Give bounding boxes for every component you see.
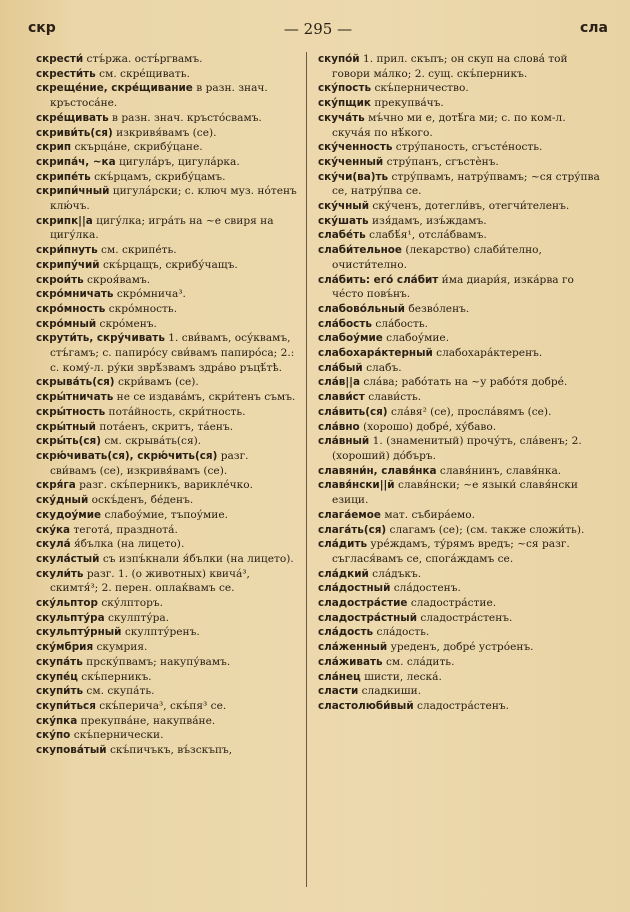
translation: я́бълка (на лицето). xyxy=(73,538,185,551)
dictionary-entry xyxy=(318,243,604,272)
translation: цигу́лка; игра́ть на ~е свиря на цигу́лка. xyxy=(50,214,274,242)
translation: сладостра́стенъ. xyxy=(420,611,513,624)
translation: скъ́пичъкъ, въ́зскъпъ, xyxy=(109,744,233,757)
translation: изкривя́вамъ (се). xyxy=(116,126,217,139)
translation: скри́вамъ (се). xyxy=(117,376,199,389)
translation: (лекарство) слаби́телно, очисти́телно. xyxy=(332,244,542,271)
dictionary-entry xyxy=(318,611,604,626)
headword: скудоу́мие xyxy=(36,508,102,521)
page-header xyxy=(28,20,608,42)
dictionary-entry xyxy=(318,155,604,170)
translation: ску́ченъ, дотегли́въ, отегчи́теленъ. xyxy=(372,200,570,213)
translation: в разн. знач. кръсто́свамъ. xyxy=(112,111,262,124)
translation: скъ́рцамъ, скрибу́цамъ. xyxy=(94,170,226,183)
translation: слабоу́мие, тъпоу́мие. xyxy=(104,508,228,521)
headword: скро́мничать xyxy=(36,288,114,301)
headword: сла́бить: его́ сла́бит xyxy=(318,273,439,286)
headword: сла́вно xyxy=(318,420,360,433)
translation: слабохара́ктеренъ. xyxy=(436,347,543,360)
dictionary-entry xyxy=(36,478,298,493)
translation: скърца́не, скрибу́цане. xyxy=(74,141,203,154)
headword: сла́вить(ся) xyxy=(318,405,388,418)
headword: скри́пнуть xyxy=(36,244,98,257)
dictionary-entry xyxy=(36,287,298,302)
headword: скупова́тый xyxy=(36,744,107,757)
dictionary-entry xyxy=(318,464,604,479)
headword: слабово́льный xyxy=(318,302,405,315)
translation: см. скрипе́ть. xyxy=(101,244,177,257)
dictionary-entry xyxy=(36,625,298,640)
dictionary-entry xyxy=(318,390,604,405)
dictionary-entry xyxy=(318,434,604,463)
headword: ску́пка xyxy=(36,714,78,727)
headword: ску́мбрия xyxy=(36,641,94,654)
headword: слабоу́мие xyxy=(318,332,383,345)
headword: скули́ть xyxy=(36,567,84,580)
dictionary-entry xyxy=(36,670,298,685)
headword: скрипу́чий xyxy=(36,258,100,271)
dictionary-entry xyxy=(36,728,298,743)
dictionary-entry xyxy=(36,699,298,714)
headword: скульпту́ра xyxy=(36,611,105,624)
translation: скъ́рцащъ, скрибу́чащъ. xyxy=(102,258,238,271)
translation: 1. прил. скъпъ; он скуп на слова́ той говори ма́лко; 2. сущ. скъ́перникъ. xyxy=(332,53,568,80)
headword: скрипи́чный xyxy=(36,185,110,198)
headword: скрути́ть, скру́чивать xyxy=(36,332,165,345)
dictionary-entry xyxy=(36,420,298,435)
headword: скупи́ться xyxy=(36,699,96,712)
headword: сла́бый xyxy=(318,361,363,374)
translation: скро́мнича³. xyxy=(116,288,186,301)
translation: сла́вя² (се), просла́вямъ (се). xyxy=(390,405,552,418)
translation: ску́лпторъ. xyxy=(101,597,164,610)
dictionary-entry xyxy=(36,258,298,273)
translation: безво́ленъ. xyxy=(408,302,470,315)
translation: слабъ. xyxy=(366,361,402,374)
dictionary-entry xyxy=(318,96,604,111)
headword: скрю́чивать(ся), скрю́чить(ся) xyxy=(36,449,218,462)
header-right-guideword: сла xyxy=(580,20,608,36)
dictionary-entry xyxy=(318,375,604,390)
dictionary-entry xyxy=(36,434,298,449)
dictionary-entry xyxy=(36,170,298,185)
dictionary-entry xyxy=(318,361,604,376)
dictionary-entry xyxy=(318,567,604,582)
dictionary-entry xyxy=(318,228,604,243)
translation: сла́бость. xyxy=(375,317,428,330)
headword: скрыва́ть(ся) xyxy=(36,376,115,389)
translation: см. скупа́ть. xyxy=(86,685,155,698)
headword: сла́дить xyxy=(318,538,368,551)
translation: уре́ждамъ, ту́рямъ вредъ; ~ся разг. съглася́вамъ се, спога́ждамъ се. xyxy=(332,538,570,565)
dictionary-entry xyxy=(318,331,604,346)
dictionary-entry xyxy=(318,317,604,332)
headword: скры́тничать xyxy=(36,391,114,404)
headword: скрипа́ч, ~ка xyxy=(36,155,116,168)
dictionary-entry xyxy=(318,625,604,640)
headword: скрип xyxy=(36,141,72,154)
dictionary-entry xyxy=(36,317,298,332)
headword: ску́дный xyxy=(36,494,89,507)
dictionary-entry xyxy=(318,596,604,611)
dictionary-entry xyxy=(36,52,298,67)
column-divider xyxy=(306,52,307,887)
translation: сла́дость. xyxy=(376,626,430,639)
dictionary-entry xyxy=(318,508,604,523)
dictionary-entry xyxy=(318,111,604,140)
headword: ску́чи(ва)ть xyxy=(318,170,389,183)
headword: скрипе́ть xyxy=(36,170,91,183)
headword: скры́тность xyxy=(36,405,106,418)
translation: см. скрыва́ть(ся). xyxy=(104,435,202,448)
dictionary-entry xyxy=(36,640,298,655)
translation: скъ́пернически. xyxy=(73,729,164,742)
headword: ску́чный xyxy=(318,200,369,213)
translation: 1. (знаменитый) прочу́тъ, сла́венъ; 2. (хороший) до́бъръ. xyxy=(332,435,582,462)
translation: скулпту́ра. xyxy=(107,611,170,624)
dictionary-entry xyxy=(36,184,298,213)
dictionary-entry xyxy=(36,655,298,670)
translation: уреденъ, добре́ устро́енъ. xyxy=(390,641,534,654)
dictionary-entry xyxy=(318,670,604,685)
dictionary-entry xyxy=(36,67,298,82)
headword: скупи́ть xyxy=(36,685,84,698)
dictionary-entry xyxy=(36,523,298,538)
translation: скулпту́ренъ. xyxy=(124,626,200,639)
headword: скро́мный xyxy=(36,317,97,330)
dictionary-entry xyxy=(318,140,604,155)
dictionary-entry xyxy=(36,743,298,758)
translation: стъ́ржа. остъ́ргвамъ. xyxy=(86,53,203,65)
dictionary-entry xyxy=(318,214,604,229)
dictionary-entry xyxy=(36,390,298,405)
dictionary-entry xyxy=(36,243,298,258)
headword: сла́дость xyxy=(318,626,374,639)
headword: ску́пщик xyxy=(318,97,371,110)
headword: ску́льптор xyxy=(36,597,98,610)
headword: сла́достный xyxy=(318,582,391,595)
dictionary-entry xyxy=(318,523,604,538)
header-left-guideword: скр xyxy=(28,20,56,36)
translation: прекупва́чъ. xyxy=(374,97,444,110)
dictionary-entry xyxy=(318,478,604,507)
headword: скупо́й xyxy=(318,53,360,65)
headword: скупе́ц xyxy=(36,670,78,683)
translation: скъ́перничество. xyxy=(374,82,469,95)
translation: прску́пвамъ; накупу́вамъ. xyxy=(86,655,231,668)
headword: сла́бость xyxy=(318,317,372,330)
dictionary-entry xyxy=(36,684,298,699)
headword: ску́ченный xyxy=(318,155,384,168)
translation: (хорошо) добре́, ху́баво. xyxy=(363,420,497,433)
headword: сладостра́стие xyxy=(318,597,408,610)
dictionary-entry xyxy=(318,81,604,96)
left-column xyxy=(36,52,298,758)
translation: не се издава́мъ, скри́тенъ съмъ. xyxy=(116,391,296,404)
headword: скриви́ть(ся) xyxy=(36,126,113,139)
headword: сла́в||а xyxy=(318,376,360,389)
headword: скря́га xyxy=(36,479,76,492)
headword: скупа́ть xyxy=(36,655,83,668)
translation: см. сла́дить. xyxy=(385,655,455,668)
dictionary-entry xyxy=(318,302,604,317)
headword: скры́тный xyxy=(36,420,96,433)
translation: см. скре́щивать. xyxy=(99,67,190,80)
dictionary-entry xyxy=(318,52,604,81)
translation: сладкиши. xyxy=(361,685,422,698)
dictionary-entry xyxy=(36,508,298,523)
translation: мат. събира́емо. xyxy=(384,508,475,521)
headword: сладостра́стный xyxy=(318,611,417,624)
page-number: — 295 — xyxy=(283,20,353,38)
headword: ску́ченность xyxy=(318,141,393,154)
translation: разг. 1. (о животных) квича́³, скимтя́³; 2. перен. оплаќвамъ се. xyxy=(50,567,250,595)
headword: скула́ xyxy=(36,538,71,551)
translation: пота́йность, скри́тность. xyxy=(108,405,246,418)
translation: слабѣ́я¹, отсла́бвамъ. xyxy=(369,229,487,242)
headword: скульпту́рный xyxy=(36,626,122,639)
translation: шисти, леска́. xyxy=(364,670,442,683)
headword: скуча́ть xyxy=(318,111,365,124)
headword: сластолюби́вый xyxy=(318,699,414,712)
dictionary-entry xyxy=(318,581,604,596)
dictionary-entry xyxy=(318,273,604,302)
headword: слави́ст xyxy=(318,391,365,404)
dictionary-entry xyxy=(36,714,298,729)
dictionary-entry xyxy=(318,640,604,655)
translation: скъ́перича³, скъ́пя³ се. xyxy=(99,699,227,712)
translation: съ изпъ́кнали я́бълки (на лицето). xyxy=(102,552,294,565)
dictionary-entry xyxy=(36,596,298,611)
translation: скро́менъ. xyxy=(99,317,157,330)
dictionary-entry xyxy=(36,214,298,243)
headword: слабе́ть xyxy=(318,229,366,242)
translation: цигула́рски; с. ключ муз. но́тенъ клю́чъ. xyxy=(50,185,297,213)
headword: сла́живать xyxy=(318,655,383,668)
headword: скула́стый xyxy=(36,552,100,565)
translation: скро́мность. xyxy=(108,302,178,315)
translation: изя́дамъ, изъ́ждамъ. xyxy=(372,214,487,227)
dictionary-entry xyxy=(318,346,604,361)
dictionary-entry xyxy=(318,405,604,420)
dictionary-entry xyxy=(36,126,298,141)
translation: прекупва́не, накупва́не. xyxy=(80,714,216,727)
dictionary-entry xyxy=(36,567,298,596)
headword: скрести́ть xyxy=(36,67,96,80)
translation: цигула́ръ, цигула́рка. xyxy=(118,155,240,168)
headword: слага́емое xyxy=(318,508,381,521)
translation: сла́ва; рабо́тать на ~у рабо́тя добре́. xyxy=(363,376,568,389)
translation: сладостра́стие. xyxy=(410,597,497,610)
dictionary-entry xyxy=(318,655,604,670)
headword: скрипк||а xyxy=(36,214,93,227)
dictionary-entry xyxy=(36,537,298,552)
dictionary-entry xyxy=(36,552,298,567)
headword: скреще́ние, скре́щивание xyxy=(36,82,193,95)
dictionary-entry xyxy=(36,611,298,626)
headword: слага́ть(ся) xyxy=(318,523,387,536)
translation: скумрия. xyxy=(96,641,148,654)
translation: тегота́, празднота́. xyxy=(73,523,178,536)
headword: сла́дкий xyxy=(318,567,369,580)
headword: сласти xyxy=(318,685,359,698)
headword: ску́ка xyxy=(36,523,71,536)
translation: пота́енъ, скритъ, та́енъ. xyxy=(99,420,234,433)
headword: ску́шать xyxy=(318,214,369,227)
translation: стру́паность, сгъсте́ность. xyxy=(395,141,543,154)
dictionary-entry xyxy=(36,375,298,390)
headword: скрести́ xyxy=(36,53,84,65)
translation: оскъ́денъ, бе́денъ. xyxy=(91,494,194,507)
translation: слагамъ (се); (см. также сложи́ть). xyxy=(389,523,585,536)
translation: разг. сви́вамъ (се), изкривя́вамъ (се). xyxy=(50,449,249,477)
translation: сла́дъкъ. xyxy=(372,567,422,580)
dictionary-entry xyxy=(36,81,298,110)
translation: сла́достенъ. xyxy=(393,582,461,595)
headword: скрои́ть xyxy=(36,273,84,286)
headword: сла́вный xyxy=(318,435,370,448)
headword: скры́ть(ся) xyxy=(36,435,101,448)
translation: и́ма диари́я, изка́рва го че́сто повъ́нъ. xyxy=(332,273,574,301)
dictionary-entry xyxy=(318,684,604,699)
headword: сла́женный xyxy=(318,641,388,654)
headword: слабохара́ктерный xyxy=(318,347,433,360)
headword: ску́пость xyxy=(318,82,372,95)
dictionary-entry xyxy=(36,405,298,420)
dictionary-entry xyxy=(36,493,298,508)
translation: славя́нски; ~е языки́ славя́нски езици. xyxy=(332,479,578,507)
translation: сладостра́стенъ. xyxy=(416,699,509,712)
dictionary-entry xyxy=(36,155,298,170)
translation: слави́сть. xyxy=(368,391,422,404)
dictionary-entry xyxy=(36,140,298,155)
translation: стру́пвамъ, натру́пвамъ; ~ся стру́пва се, натру́пва се. xyxy=(332,170,600,198)
headword: скре́щивать xyxy=(36,111,109,124)
translation: скроя́вамъ. xyxy=(87,273,151,286)
dictionary-entry xyxy=(318,537,604,566)
headword: славя́нски||й xyxy=(318,479,395,492)
headword: славяни́н, славя́нка xyxy=(318,464,437,477)
translation: разг. скъ́перникъ, варикле́чко. xyxy=(79,479,254,492)
dictionary-entry xyxy=(36,302,298,317)
translation: мъ́чно ми е, дотѣ́га ми; с. по ком-л. скуча́я по нѣ́кого. xyxy=(332,111,566,139)
dictionary-entry xyxy=(318,199,604,214)
headword: ску́по xyxy=(36,729,71,742)
dictionary-entry xyxy=(36,273,298,288)
headword: сла́нец xyxy=(318,670,361,683)
right-column xyxy=(318,52,604,714)
headword: слаби́тельное xyxy=(318,244,402,257)
dictionary-entry xyxy=(318,699,604,714)
dictionary-entry xyxy=(318,420,604,435)
dictionary-entry xyxy=(36,111,298,126)
translation: славя́нинъ, славя́нка. xyxy=(439,464,562,477)
translation: 1. сви́вамъ, осу́квамъ, стъ́гамъ; с. папиро́су сви́вамъ папиро́са; 2.: с. кому́-л. ру́ки зврѣ́звамъ здра́во ръцѣ́тѣ. xyxy=(50,332,295,374)
translation: скъ́перникъ. xyxy=(81,670,152,683)
translation: слабоу́мие. xyxy=(386,332,450,345)
translation: стру́панъ, сгъстѐнъ. xyxy=(386,155,499,168)
dictionary-entry xyxy=(36,449,298,478)
translation: в разн. знач. кръстоса́не. xyxy=(50,82,268,110)
dictionary-entry xyxy=(36,331,298,375)
headword: скро́мность xyxy=(36,302,106,315)
dictionary-entry xyxy=(318,170,604,199)
